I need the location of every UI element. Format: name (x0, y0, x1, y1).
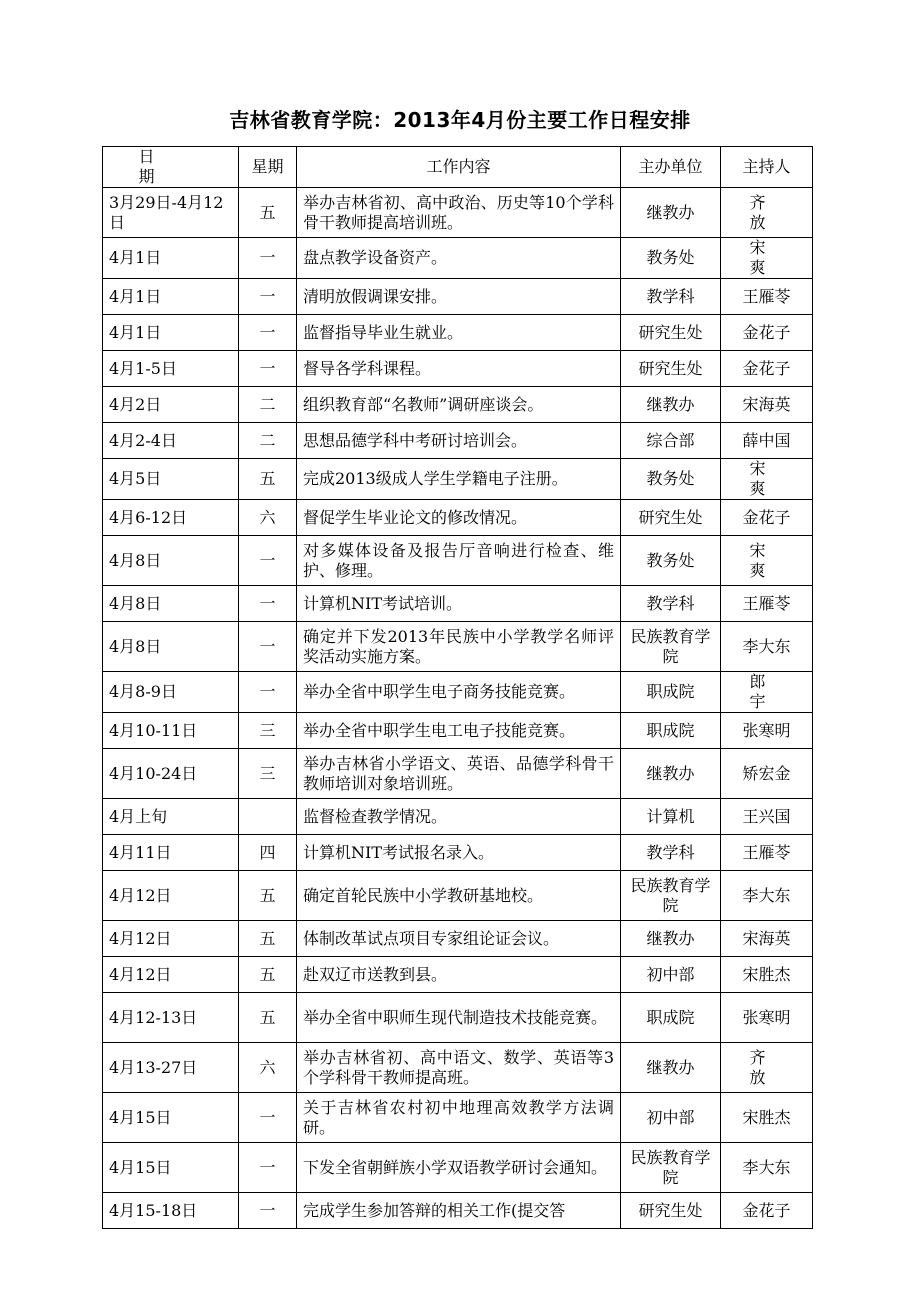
cell-date: 4月15日 (103, 1093, 239, 1143)
cell-date: 4月12日 (103, 921, 239, 957)
cell-date: 4月上旬 (103, 799, 239, 835)
cell-date: 4月1日 (103, 238, 239, 279)
cell-date: 4月6-12日 (103, 500, 239, 536)
cell-date: 4月12日 (103, 871, 239, 921)
cell-unit: 继教办 (621, 1043, 721, 1093)
table-row (103, 921, 813, 957)
cell-host: 薛中国 (721, 423, 813, 459)
page-title: 吉林省教育学院：2013年4月份主要工作日程安排 (229, 108, 691, 132)
cell-host: 宋 爽 (721, 536, 813, 586)
cell-content: 举办全省中职师生现代制造技术技能竞赛。 (297, 993, 621, 1043)
cell-content: 监督指导毕业生就业。 (297, 315, 621, 351)
cell-date: 4月2-4日 (103, 423, 239, 459)
cell-unit: 民族教育学院 (621, 1143, 721, 1193)
table-row (103, 672, 813, 713)
cell-date: 4月13-27日 (103, 1043, 239, 1093)
table-row (103, 622, 813, 672)
header-date: 日期 (103, 147, 239, 188)
cell-host: 李大东 (721, 622, 813, 672)
cell-weekday: 三 (239, 749, 297, 799)
cell-unit: 教学科 (621, 279, 721, 315)
cell-date: 4月10-24日 (103, 749, 239, 799)
cell-weekday: 一 (239, 586, 297, 622)
table-row (103, 500, 813, 536)
cell-content: 举办全省中职学生电子商务技能竞赛。 (297, 672, 621, 713)
cell-host: 齐 放 (721, 1043, 813, 1093)
cell-weekday: 四 (239, 835, 297, 871)
cell-weekday: 一 (239, 1143, 297, 1193)
table-row (103, 749, 813, 799)
cell-host: 金花子 (721, 315, 813, 351)
cell-host: 张寒明 (721, 993, 813, 1043)
table-row (103, 536, 813, 586)
cell-host: 张寒明 (721, 713, 813, 749)
table-row (103, 586, 813, 622)
cell-unit: 研究生处 (621, 315, 721, 351)
cell-host: 宋胜杰 (721, 957, 813, 993)
cell-host: 金花子 (721, 1193, 813, 1229)
cell-unit: 教学科 (621, 586, 721, 622)
cell-date: 4月12-13日 (103, 993, 239, 1043)
table-row (103, 1043, 813, 1093)
cell-content: 对多媒体设备及报告厅音响进行检查、维护、修理。 (297, 536, 621, 586)
cell-date: 4月11日 (103, 835, 239, 871)
cell-unit: 研究生处 (621, 500, 721, 536)
cell-unit: 计算机 (621, 799, 721, 835)
cell-unit: 研究生处 (621, 1193, 721, 1229)
cell-unit: 教务处 (621, 536, 721, 586)
cell-date: 4月10-11日 (103, 713, 239, 749)
cell-host: 宋 爽 (721, 238, 813, 279)
table-row (103, 238, 813, 279)
cell-weekday: 一 (239, 1193, 297, 1229)
cell-content: 赴双辽市送教到县。 (297, 957, 621, 993)
cell-weekday: 三 (239, 713, 297, 749)
table-row (103, 387, 813, 423)
cell-host: 王雁苓 (721, 835, 813, 871)
table-row (103, 315, 813, 351)
cell-host: 李大东 (721, 1143, 813, 1193)
table-row (103, 799, 813, 835)
cell-date: 4月15日 (103, 1143, 239, 1193)
cell-unit: 初中部 (621, 1093, 721, 1143)
cell-date: 4月1日 (103, 279, 239, 315)
cell-content: 计算机NIT考试培训。 (297, 586, 621, 622)
table-row (103, 1093, 813, 1143)
cell-date: 4月15-18日 (103, 1193, 239, 1229)
cell-unit: 职成院 (621, 713, 721, 749)
cell-content: 确定并下发2013年民族中小学教学名师评奖活动实施方案。 (297, 622, 621, 672)
table-row (103, 423, 813, 459)
cell-content: 关于吉林省农村初中地理高效教学方法调研。 (297, 1093, 621, 1143)
cell-content: 完成学生参加答辩的相关工作(提交答 (297, 1193, 621, 1229)
table-row (103, 459, 813, 500)
cell-date: 4月1-5日 (103, 351, 239, 387)
cell-unit: 继教办 (621, 749, 721, 799)
cell-content: 完成2013级成人学生学籍电子注册。 (297, 459, 621, 500)
table-row (103, 1193, 813, 1229)
table-row (103, 188, 813, 238)
cell-unit: 研究生处 (621, 351, 721, 387)
table-row (103, 993, 813, 1043)
header-host: 主持人 (721, 147, 813, 188)
cell-date: 3月29日-4月12日 (103, 188, 239, 238)
cell-content: 举办全省中职学生电工电子技能竞赛。 (297, 713, 621, 749)
header-content: 工作内容 (297, 147, 621, 188)
cell-host: 王雁苓 (721, 586, 813, 622)
table-row (103, 713, 813, 749)
cell-unit: 教务处 (621, 459, 721, 500)
cell-content: 计算机NIT考试报名录入。 (297, 835, 621, 871)
cell-weekday: 五 (239, 993, 297, 1043)
cell-weekday: 二 (239, 423, 297, 459)
cell-weekday: 一 (239, 351, 297, 387)
cell-host: 宋海英 (721, 921, 813, 957)
cell-date: 4月8日 (103, 586, 239, 622)
cell-weekday: 一 (239, 672, 297, 713)
cell-content: 举办吉林省小学语文、英语、品德学科骨干教师培训对象培训班。 (297, 749, 621, 799)
cell-host: 金花子 (721, 351, 813, 387)
cell-date: 4月8日 (103, 622, 239, 672)
cell-host: 李大东 (721, 871, 813, 921)
cell-content: 督促学生毕业论文的修改情况。 (297, 500, 621, 536)
header-unit: 主办单位 (621, 147, 721, 188)
cell-content: 督导各学科课程。 (297, 351, 621, 387)
cell-weekday (239, 799, 297, 835)
cell-content: 组织教育部“名教师”调研座谈会。 (297, 387, 621, 423)
schedule-table (102, 146, 813, 1229)
cell-date: 4月12日 (103, 957, 239, 993)
cell-content: 盘点教学设备资产。 (297, 238, 621, 279)
cell-date: 4月5日 (103, 459, 239, 500)
cell-date: 4月8日 (103, 536, 239, 586)
cell-unit: 继教办 (621, 188, 721, 238)
cell-weekday: 一 (239, 1093, 297, 1143)
cell-unit: 教务处 (621, 238, 721, 279)
cell-host: 宋海英 (721, 387, 813, 423)
cell-host: 矫宏金 (721, 749, 813, 799)
cell-host: 王兴国 (721, 799, 813, 835)
cell-host: 宋胜杰 (721, 1093, 813, 1143)
cell-content: 体制改革试点项目专家组论证会议。 (297, 921, 621, 957)
cell-unit: 继教办 (621, 387, 721, 423)
cell-weekday: 五 (239, 957, 297, 993)
header-row (103, 147, 813, 188)
cell-weekday: 一 (239, 536, 297, 586)
table-row (103, 351, 813, 387)
cell-content: 确定首轮民族中小学教研基地校。 (297, 871, 621, 921)
cell-host: 王雁苓 (721, 279, 813, 315)
cell-host: 郎 宇 (721, 672, 813, 713)
cell-host: 金花子 (721, 500, 813, 536)
cell-date: 4月2日 (103, 387, 239, 423)
cell-weekday: 六 (239, 1043, 297, 1093)
cell-unit: 继教办 (621, 921, 721, 957)
table-row (103, 871, 813, 921)
cell-content: 下发全省朝鲜族小学双语教学研讨会通知。 (297, 1143, 621, 1193)
cell-weekday: 五 (239, 459, 297, 500)
cell-date: 4月1日 (103, 315, 239, 351)
cell-weekday: 一 (239, 238, 297, 279)
cell-unit: 职成院 (621, 993, 721, 1043)
table-row (103, 835, 813, 871)
cell-unit: 教学科 (621, 835, 721, 871)
cell-host: 宋 爽 (721, 459, 813, 500)
cell-unit: 民族教育学院 (621, 871, 721, 921)
header-weekday: 星期 (239, 147, 297, 188)
cell-content: 思想品德学科中考研讨培训会。 (297, 423, 621, 459)
cell-content: 清明放假调课安排。 (297, 279, 621, 315)
cell-weekday: 六 (239, 500, 297, 536)
table-row (103, 1143, 813, 1193)
cell-unit: 初中部 (621, 957, 721, 993)
cell-content: 举办吉林省初、高中语文、数学、英语等3个学科骨干教师提高班。 (297, 1043, 621, 1093)
cell-unit: 职成院 (621, 672, 721, 713)
table-row (103, 279, 813, 315)
cell-host: 齐 放 (721, 188, 813, 238)
cell-content: 监督检查教学情况。 (297, 799, 621, 835)
cell-date: 4月8-9日 (103, 672, 239, 713)
cell-weekday: 二 (239, 387, 297, 423)
cell-weekday: 五 (239, 921, 297, 957)
cell-unit: 民族教育学院 (621, 622, 721, 672)
cell-weekday: 五 (239, 188, 297, 238)
table-row (103, 957, 813, 993)
cell-weekday: 一 (239, 279, 297, 315)
cell-unit: 综合部 (621, 423, 721, 459)
cell-weekday: 一 (239, 315, 297, 351)
cell-content: 举办吉林省初、高中政治、历史等10个学科骨干教师提高培训班。 (297, 188, 621, 238)
cell-weekday: 五 (239, 871, 297, 921)
cell-weekday: 一 (239, 622, 297, 672)
